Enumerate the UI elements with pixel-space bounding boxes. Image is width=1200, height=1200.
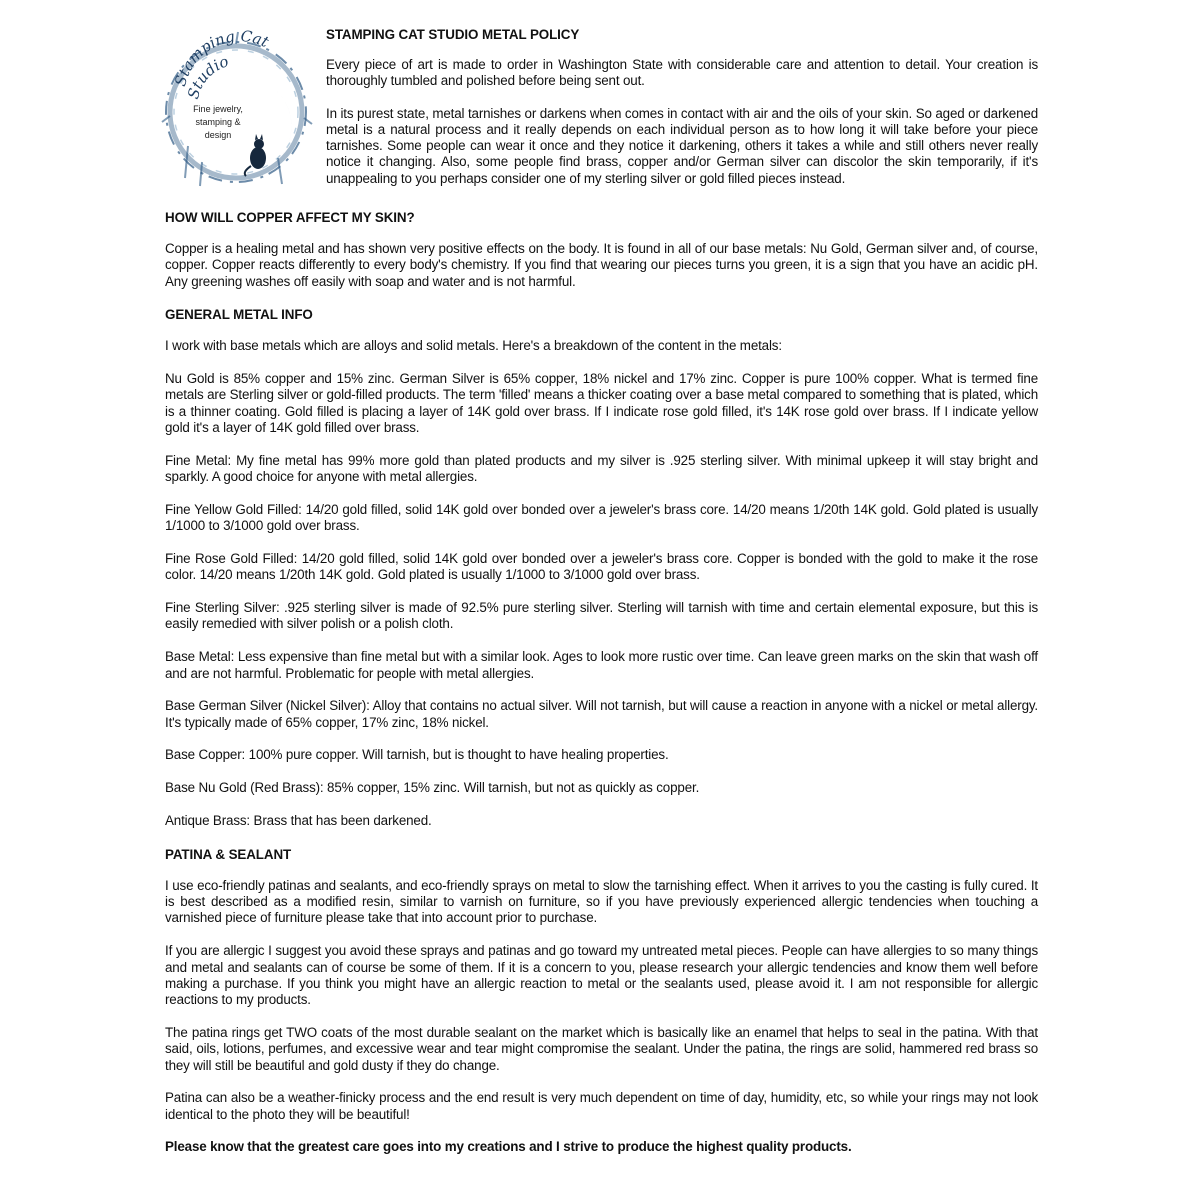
patina-section: [165, 846, 1038, 1123]
section-paragraph: Nu Gold is 85% copper and 15% zinc. German Silver is 65% copper, 18% nickel and 17% zinc. Copper is pure 100% copper. What is termed fine metals are Sterling silver or gold-filled products. The term 'filled' means a thicker coating over a base metal compared to something that is plated, which is a thinner coating. Gold filled is placing a layer of 14K gold over brass. If I indicate rose gold filled, it's 14K rose gold over brass. If I indicate yellow gold it's a layer of 14K gold filled over brass.: [165, 371, 1038, 436]
section-paragraph: The patina rings get TWO coats of the most durable sealant on the market which is basically like an enamel that helps to seal in the patina. With that said, oils, lotions, perfumes, and excessive wear and tear might compromise the sealant. Under the patina, the rings are solid, hammered red brass so they will still be beautiful and gold dusty if they do change.: [165, 1024, 1038, 1073]
section-heading: PATINA & SEALANT: [165, 846, 292, 862]
section-paragraph: I use eco-friendly patinas and sealants, and eco-friendly sprays on metal to slow the tarnishing effect. When it arrives to you the casting is fully cured. It is best described as a modified resin, similar to varnish on furniture, so if you have previously experienced allergic tendencies when touching a varnished piece of furniture please take that into account prior to purchase.: [165, 877, 1038, 926]
studio-logo: [158, 26, 314, 196]
section-paragraph: I work with base metals which are alloys and solid metals. Here's a breakdown of the content in the metals:: [165, 338, 782, 354]
section-paragraph: Fine Rose Gold Filled: 14/20 gold filled, solid 14K gold over bonded over a jeweler's brass core. Copper is bonded with the gold to make it the rose color. 14/20 means 1/20th 14K gold. Gold plated is usually 1/1000 to 3/1000 gold over brass.: [165, 551, 1038, 583]
intro-paragraph: In its purest state, metal tarnishes or darkens when comes in contact with air and the oils of your skin. So aged or darkened metal is a natural process and it really depends on each individual person as to how long it will take before your piece tarnishes. Some people can wear it once and they notice it darkening, others it takes a while and still others never really notice it changing. Also, some people find brass, copper and/or German silver can discolor the skin temporarily, if it's unappealing to you perhaps consider one of my sterling silver or gold filled pieces instead.: [326, 105, 1038, 186]
intro-paragraph: Every piece of art is made to order in Washington State with considerable care and attention to detail. Your creation is thoroughly tumbled and polished before being sent out.: [326, 57, 1038, 89]
metal-info-section: [165, 306, 1038, 829]
section-paragraph: Copper is a healing metal and has shown very positive effects on the body. It is found in all of our base metals: Nu Gold, German silver and, of course, copper. Copper reacts differently to every body's chemistry. If you find that wearing our pieces turns you green, it is a sign that you have an acidic pH. Any greening washes off easily with soap and water and is not harmful.: [165, 241, 1038, 289]
section-paragraph: Fine Metal: My fine metal has 99% more gold than plated products and my silver is .925 sterling silver. With minimal upkeep it will stay bright and sparkly. A good choice for anyone with metal allergies.: [165, 452, 1038, 485]
section-paragraph: If you are allergic I suggest you avoid these sprays and patinas and go toward my untreated metal pieces. People can have allergies to so many things and metal and sealants can of course be some of them. If it is a concern to you, please research your allergic tendencies and know them well before making a purchase. If you think you might have an allergic reaction to metal or the sealants used, please avoid it. I am not responsible for allergic reactions to my products.: [165, 943, 1038, 1008]
logo-title-line1: Stamping Cat: [171, 26, 272, 89]
logo-tagline-1: Fine jewelry,: [193, 104, 243, 114]
section-paragraph: Fine Yellow Gold Filled: 14/20 gold filled, solid 14K gold over bonded over a jeweler's brass core. 14/20 means 1/20th 14K gold. Gold plated is usually 1/1000 to 3/1000 gold over brass.: [165, 501, 1038, 534]
section-paragraph: Base Copper: 100% pure copper. Will tarnish, but is thought to have healing properties.: [165, 747, 669, 763]
section-heading: HOW WILL COPPER AFFECT MY SKIN?: [165, 210, 415, 225]
closing-statement: Please know that the greatest care goes into my creations and I strive to produce the highest quality products.: [165, 1139, 852, 1155]
logo-title-line2: Studio: [184, 52, 231, 101]
section-paragraph: Fine Sterling Silver: .925 sterling silver is made of 92.5% pure sterling silver. Sterling will tarnish with time and certain elemental exposure, but this is easily remedied with silver polish or a polish cloth.: [165, 600, 1038, 632]
intro-section: [326, 26, 1038, 203]
copper-section: [165, 209, 1038, 290]
page-title: STAMPING CAT STUDIO METAL POLICY: [326, 27, 580, 42]
section-paragraph: Base Metal: Less expensive than fine metal but with a similar look. Ages to look more rustic over time. Can leave green marks on the skin that wash off and are not harmful. Problematic for people with metal allergies.: [165, 649, 1038, 681]
logo-tagline-2: stamping &: [195, 117, 241, 127]
section-paragraph: Patina can also be a weather-finicky process and the end result is very much dependent on time of day, humidity, etc, so while your rings may not look identical to the photo they will be beautiful!: [165, 1090, 1038, 1122]
section-paragraph: Base German Silver (Nickel Silver): Alloy that contains no actual silver. Will not tarnish, but will cause a reaction in anyone with a nickel or metal allergy. It's typically made of 65% copper, 17% zinc, 18% nickel.: [165, 698, 1038, 730]
section-heading: GENERAL METAL INFO: [165, 307, 313, 323]
section-paragraph: Antique Brass: Brass that has been darkened.: [165, 813, 432, 829]
logo-emblem: [158, 26, 314, 196]
policy-body: [165, 209, 1038, 1156]
logo-tagline-3: design: [204, 130, 232, 140]
section-paragraph: Base Nu Gold (Red Brass): 85% copper, 15% zinc. Will tarnish, but not as quickly as copper.: [165, 780, 700, 796]
